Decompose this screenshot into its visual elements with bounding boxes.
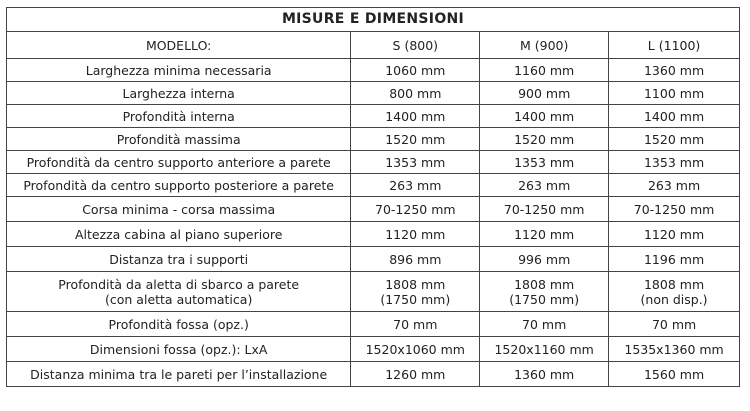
row-label: Profondità massima: [7, 128, 351, 151]
cell-s: 70 mm: [351, 312, 480, 337]
row-label: Dimensioni fossa (opz.): LxA: [7, 337, 351, 362]
model-m: M (900): [480, 32, 609, 59]
cell-m: 1400 mm: [480, 105, 609, 128]
table-row: [7, 337, 740, 362]
cell-s: 1060 mm: [351, 59, 480, 82]
row-label: [7, 272, 351, 312]
model-l: L (1100): [609, 32, 740, 59]
cell-l: 1400 mm: [609, 105, 740, 128]
cell-l: 263 mm: [609, 174, 740, 197]
table-row: [7, 174, 740, 197]
row-label: Altezza cabina al piano superiore: [7, 222, 351, 247]
table-row: [7, 222, 740, 247]
cell-l: 1100 mm: [609, 82, 740, 105]
row-label-line2: (con aletta automatica): [105, 291, 253, 307]
row-label: Profondità fossa (opz.): [7, 312, 351, 337]
cell-s: 1120 mm: [351, 222, 480, 247]
dimensions-table: [6, 7, 740, 387]
cell-l: 1196 mm: [609, 247, 740, 272]
cell-m: 1520x1160 mm: [480, 337, 609, 362]
cell-value: 1808 mm: [385, 276, 446, 292]
header-row: [7, 32, 740, 59]
cell-l: 1120 mm: [609, 222, 740, 247]
table-row: [7, 247, 740, 272]
cell-l: 1535x1360 mm: [609, 337, 740, 362]
cell-s: 1400 mm: [351, 105, 480, 128]
cell-s: [351, 272, 480, 312]
table-row: [7, 197, 740, 222]
cell-m: [480, 272, 609, 312]
model-label: MODELLO:: [7, 32, 351, 59]
cell-s: 800 mm: [351, 82, 480, 105]
table-row: [7, 128, 740, 151]
row-label-line1: Profondità da aletta di sbarco a parete: [58, 276, 300, 292]
cell-m: 70-1250 mm: [480, 197, 609, 222]
cell-m: 1160 mm: [480, 59, 609, 82]
cell-m: 1360 mm: [480, 362, 609, 387]
cell-s: 896 mm: [351, 247, 480, 272]
cell-m: 1520 mm: [480, 128, 609, 151]
table-row: [7, 362, 740, 387]
row-label: Profondità da centro supporto anteriore a parete: [7, 151, 351, 174]
cell-l: 1560 mm: [609, 362, 740, 387]
cell-m: 70 mm: [480, 312, 609, 337]
row-label: Profondità da centro supporto posteriore a parete: [7, 174, 351, 197]
cell-m: 1120 mm: [480, 222, 609, 247]
table-row: [7, 312, 740, 337]
row-label: Larghezza interna: [7, 82, 351, 105]
cell-l: 70 mm: [609, 312, 740, 337]
cell-l: 1360 mm: [609, 59, 740, 82]
title-row: [7, 8, 740, 32]
row-label: Distanza minima tra le pareti per l’installazione: [7, 362, 351, 387]
cell-value: 1808 mm: [514, 276, 575, 292]
table-title: MISURE E DIMENSIONI: [7, 8, 740, 32]
cell-m: 996 mm: [480, 247, 609, 272]
cell-s: 1520 mm: [351, 128, 480, 151]
cell-l: 1520 mm: [609, 128, 740, 151]
cell-value: 1808 mm: [643, 276, 705, 292]
cell-m: 263 mm: [480, 174, 609, 197]
row-label: Corsa minima - corsa massima: [7, 197, 351, 222]
table-row: [7, 272, 740, 312]
cell-value-alt: (1750 mm): [380, 291, 451, 307]
cell-s: 1260 mm: [351, 362, 480, 387]
cell-s: 1520x1060 mm: [351, 337, 480, 362]
row-label: Profondità interna: [7, 105, 351, 128]
row-label: Larghezza minima necessaria: [7, 59, 351, 82]
cell-m: 1353 mm: [480, 151, 609, 174]
model-s: S (800): [351, 32, 480, 59]
cell-value-alt: (1750 mm): [509, 291, 580, 307]
cell-s: 70-1250 mm: [351, 197, 480, 222]
cell-value-alt: (non disp.): [640, 291, 708, 307]
cell-m: 900 mm: [480, 82, 609, 105]
table-row: [7, 151, 740, 174]
row-label: Distanza tra i supporti: [7, 247, 351, 272]
cell-l: 1353 mm: [609, 151, 740, 174]
cell-l: 70-1250 mm: [609, 197, 740, 222]
table-row: [7, 105, 740, 128]
cell-s: 1353 mm: [351, 151, 480, 174]
table-row: [7, 82, 740, 105]
cell-s: 263 mm: [351, 174, 480, 197]
cell-l: [609, 272, 740, 312]
table-row: [7, 59, 740, 82]
